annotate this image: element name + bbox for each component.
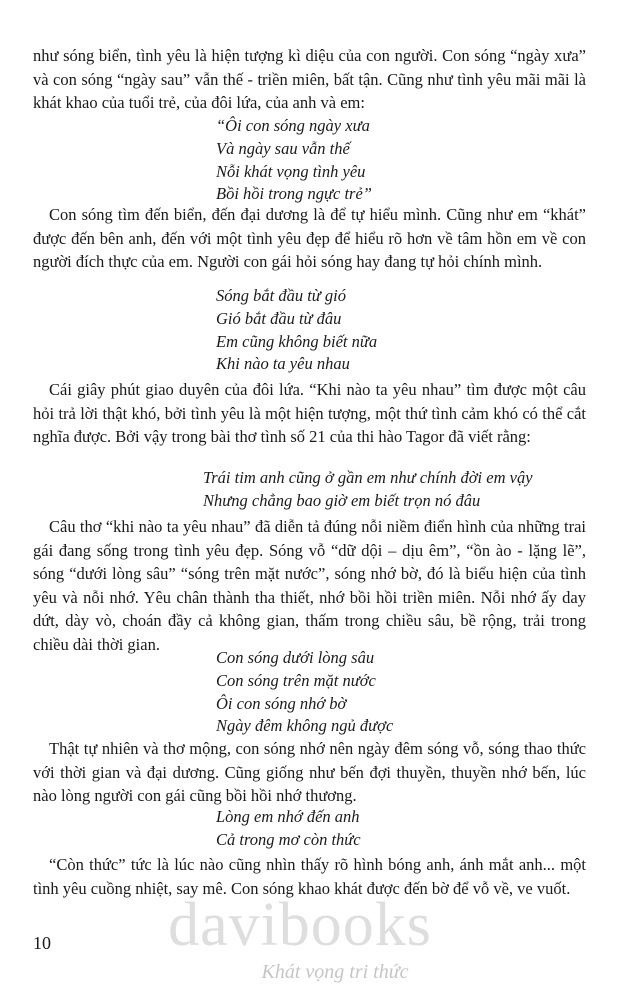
- paragraph-1: như sóng biển, tình yêu là hiện tượng kì diệu của con người. Con sóng “ngày xưa” và con sóng “ngày sau” vẫn thế - triền miên, bất tận. Cũng như tình yêu mãi mãi là khát khao của tuổi trẻ, của đôi lứa, của anh và em:: [33, 46, 586, 112]
- verse-line: Em cũng không biết nữa: [216, 331, 378, 351]
- verse-line: “Ôi con sóng ngày xưa: [216, 116, 370, 135]
- verse-4: [216, 647, 393, 738]
- verse-line: Lòng em nhớ đến anh: [216, 807, 360, 826]
- verse-line: Khi nào ta yêu nhau: [216, 354, 350, 374]
- watermark-logo: davibooks: [168, 891, 432, 959]
- paragraph-5: Thật tự nhiên và thơ mộng, con sóng nhớ nên ngày đêm sóng vỗ, sóng thao thức với thời gian và đại dương. Cũng giống như bến đợi thuyền, thuyền nhớ bến, lúc nào lòng người con gái cũng bồi hồi nhớ thương.: [33, 739, 586, 805]
- verse-5: [216, 806, 361, 852]
- page-number: 10: [33, 933, 51, 953]
- verse-line: Nỗi khát vọng tình yêu: [216, 161, 366, 181]
- paragraph-2: Con sóng tìm đến biển, đến đại dương là để tự hiểu mình. Cũng như em “khát” được đến bên anh, đến với một tình yêu đẹp để hiểu rõ hơn về tâm hồn em về con người đích thực của em. Người con gái hỏi sóng hay đang tự hỏi chính mình.: [33, 205, 586, 271]
- paragraph-6: “Còn thức” tức là lúc nào cũng nhìn thấy rõ hình bóng anh, ánh mắt anh... một tình yêu cuồng nhiệt, say mê. Con sóng khao khát được đến bờ để vỗ về, ve vuốt.: [33, 855, 586, 898]
- verse-line: Cả trong mơ còn thức: [216, 829, 361, 849]
- verse-line: Trái tim anh cũng ở gần em như chính đời em vậy: [203, 468, 533, 487]
- verse-line: Và ngày sau vẫn thế: [216, 138, 350, 158]
- verse-2: [216, 285, 377, 376]
- paragraph-4: Câu thơ “khi nào ta yêu nhau” đã diễn tả đúng nỗi niềm điển hình của những trai gái đang sống trong tình yêu đẹp. Sóng vỗ “dữ dội – dịu êm”, “ồn ào - lặng lẽ”, sóng “dưới lòng sâu” “sóng trên mặt nước”, sóng nhớ bờ, đó là biểu hiện của tình yêu và nỗi nhớ. Yêu chân thành tha thiết, nhớ bồi hồi triền miên. Nỗi nhớ ấy day dứt, dày vò, choán đầy cả không gian, thấm trong chiều sâu, bề rộng, trải trong chiều dài thời gian.: [33, 517, 586, 654]
- verse-line: Con sóng dưới lòng sâu: [216, 648, 375, 667]
- verse-line: Con sóng trên mặt nước: [216, 670, 376, 690]
- watermark-tagline: Khát vọng tri thức: [261, 961, 409, 983]
- verse-line: Ngày đêm không ngủ được: [216, 716, 394, 736]
- verse-1: [216, 115, 372, 206]
- paragraph-3: Cái giây phút giao duyên của đôi lứa. “Khi nào ta yêu nhau” tìm được một câu hỏi trả lời thật khó, bởi tình yêu là một hiện tượng, một thứ tình cảm khó có thể cắt nghĩa được. Bởi vậy trong bài thơ tình số 21 của thi hào Tagor đã viết rằng:: [33, 380, 586, 446]
- verse-line: Gió bắt đầu từ đâu: [216, 308, 342, 328]
- verse-3: [203, 467, 533, 513]
- verse-line: Bồi hồi trong ngực trẻ”: [216, 184, 372, 204]
- verse-line: Ôi con sóng nhớ bờ: [216, 693, 347, 713]
- verse-line: Sóng bắt đầu từ gió: [216, 286, 347, 305]
- verse-line: Nhưng chẳng bao giờ em biết trọn nó đâu: [203, 490, 481, 510]
